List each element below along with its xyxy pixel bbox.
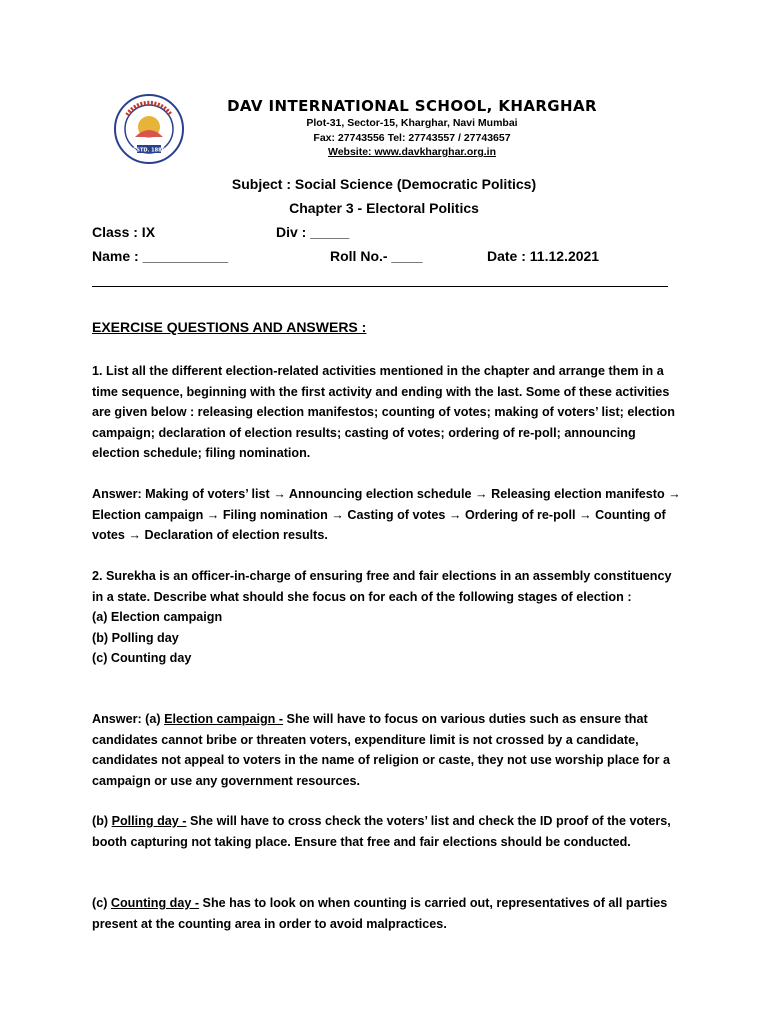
school-address: Plot-31, Sector-15, Kharghar, Navi Mumbai: [306, 117, 518, 129]
school-contact: Fax: 27743556 Tel: 27743557 / 27743657: [313, 131, 511, 144]
question-2-part-c: (c) Counting day: [92, 651, 192, 665]
answer-2b-prefix: (b): [92, 814, 112, 828]
subject-line: Subject : Social Science (Democratic Politics): [231, 176, 537, 192]
answer-1-text: Answer: Making of voters’ list → Announcing election schedule → Releasing election manifesto → Election campaign → Filing nomination → Casting of votes → Ordering of re-poll → Counting of votes → Declaration of election results.: [92, 487, 681, 542]
answer-2a-term: Election campaign -: [164, 712, 284, 726]
section-heading: EXERCISE QUESTIONS AND ANSWERS :: [92, 319, 367, 335]
school-header: [0, 96, 768, 160]
question-2: [92, 566, 682, 669]
answer-2c-text: She has to look on when counting is carried out, representatives of all parties present at the counting area in order to avoid malpractices.: [92, 896, 668, 931]
question-2-part-b: (b) Polling day: [92, 630, 179, 645]
date-field: Date : 11.12.2021: [487, 248, 600, 264]
answer-2c: [92, 893, 682, 934]
question-1: [92, 361, 682, 464]
answer-2a: [92, 709, 682, 791]
question-2-part-a: (a) Election campaign: [92, 610, 223, 624]
answer-2b: [92, 811, 682, 852]
div-field: Div : _____: [276, 224, 350, 240]
answer-2a-text: She will have to focus on various duties such as ensure that candidates cannot bribe or threaten voters, expenditure limit is not crossed by a candidate, candidates not appeal to voters in the name of religion or caste, they not use worship place for a campaign or use any government resources.: [92, 712, 671, 788]
answer-2c-term: Counting day -: [110, 896, 200, 910]
class-field: Class : IX: [92, 224, 156, 240]
answer-1: [92, 484, 682, 546]
answer-2b-term: Polling day -: [111, 814, 187, 828]
question-1-text: 1. List all the different election-related activities mentioned in the chapter and arrange them in a time sequence, beginning with the first activity and ending with the last. Some of these activities are given below : releasing election manifestos; counting of votes; making of voters’ list; election campaign; declaration of election results; casting of votes; ordering of re-poll; announcing election schedule; filing nomination.: [92, 364, 675, 460]
separator-line: [92, 286, 668, 287]
svg-text:ESTD. 1886: ESTD. 1886: [132, 147, 166, 154]
school-name: DAV INTERNATIONAL SCHOOL, KHARGHAR: [227, 97, 597, 115]
name-field: Name : ___________: [92, 248, 229, 264]
chapter-line: Chapter 3 - Electoral Politics: [289, 200, 479, 216]
question-2-text: 2. Surekha is an officer-in-charge of ensuring free and fair elections in an assembly constituency in a state. Describe what should she focus on for each of the following stages of election :: [92, 569, 672, 604]
answer-2b-text: She will have to cross check the voters’ list and check the ID proof of the voters, booth capturing not taking place. Ensure that free and fair elections should be conducted.: [92, 814, 671, 849]
answer-2c-prefix: (c): [92, 896, 111, 910]
answer-2a-prefix: Answer: (a): [92, 712, 165, 726]
roll-no-field: Roll No.- ____: [330, 248, 423, 264]
school-website-link[interactable]: Website: www.davkharghar.org.in: [327, 146, 497, 158]
